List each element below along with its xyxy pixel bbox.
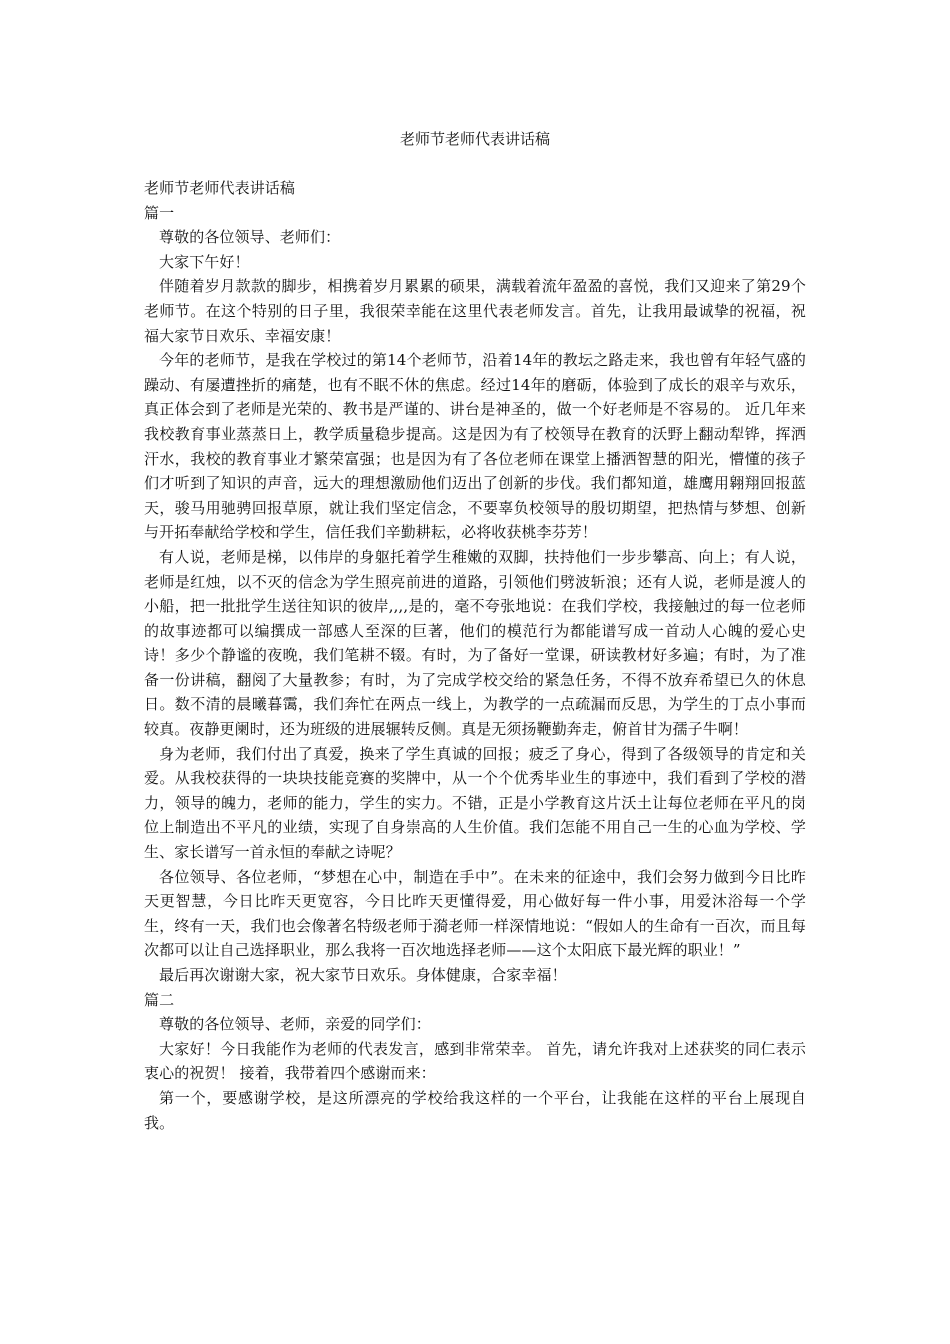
- body-paragraph: 大家下午好！: [159, 252, 250, 271]
- body-paragraph: 尊敬的各位领导、老师们：: [159, 228, 341, 247]
- document-body: [144, 176, 806, 1135]
- section-heading: 老师节老师代表讲话稿: [144, 179, 296, 197]
- body-paragraph: 各位领导、各位老师，“梦想在心中，制造在手中”。在未来的征途中，我们会努力做到今日比昨天更智慧，今日比昨天更宽容，今日比昨天更懂得爱，用心做好每一件小事，用爱沐浴每一个学生，终有一天，我们也会像著名特级老师于漪老师一样深情地说：“假如人的生命有一百次，而且每次都可以让自己选择职业，那么我将一百次地选择老师——这个太阳底下最光辉的职业！”: [144, 867, 806, 960]
- section-heading: 篇一: [144, 203, 175, 222]
- body-paragraph: 尊敬的各位领导、老师，亲爱的同学们：: [159, 1015, 431, 1034]
- section-heading: 篇二: [144, 990, 175, 1009]
- body-paragraph: 身为老师，我们付出了真爱，换来了学生真诚的回报；疲乏了身心，得到了各级领导的肯定和关爱。从我校获得的一块块技能竞赛的奖牌中，从一个个优秀毕业生的事迹中，我们看到了学校的潜力，领导的魄力，老师的能力，学生的实力。不错，正是小学教育这片沃土让每位老师在平凡的岗位上制造出不平凡的业绩，实现了自身崇高的人生价值。我们怎能不用自己一生的心血为学校、学生、家长谱写一首永恒的奉献之诗呢？: [144, 744, 806, 862]
- body-paragraph: 伴随着岁月款款的脚步，相携着岁月累累的硕果，满载着流年盈盈的喜悦，我们又迎来了第29个老师节。在这个特别的日子里，我很荣幸能在这里代表老师发言。首先，让我用最诚挚的祝福，祝福大家节日欢乐、幸福安康！: [144, 277, 806, 345]
- body-paragraph: 有人说，老师是梯，以伟岸的身躯托着学生稚嫩的双脚，扶持他们一步步攀高、向上；有人说，老师是红烛，以不灭的信念为学生照亮前进的道路，引领他们劈波斩浪；还有人说，老师是渡人的小船，把一批批学生送往知识的彼岸,,,,是的，毫不夸张地说：在我们学校，我接触过的每一位老师的故事迹都可以编撰成一部感人至深的巨著，他们的模范行为都能谱写成一首动人心魄的爱心史诗！多少个静谧的夜晚，我们笔耕不辍。有时，为了备好一堂课，研读教材好多遍；有时，为了准备一份讲稿，翻阅了大量教参；有时，为了完成学校交给的紧急任务，不得不放弃希望已久的休息日。数不清的晨曦暮霭，我们奔忙在两点一线上，为教学的一点疏漏而反思，为学生的丁点小事而较真。夜静更阑时，还为班级的进展辗转反侧。真是无须扬鞭勤奔走，俯首甘为孺子牛啊！: [144, 547, 806, 739]
- document-title: 老师节老师代表讲话稿: [399, 130, 550, 148]
- body-paragraph: 今年的老师节，是我在学校过的第14个老师节，沿着14年的教坛之路走来，我也曾有年轻气盛的躁动、有屡遭挫折的痛楚，也有不眠不休的焦虑。经过14年的磨砺，体验到了成长的艰辛与欢乐，真正体会到了老师是光荣的、教书是严谨的、讲台是神圣的，做一个好老师是不容易的。 近几年来我校教育事业蒸蒸日上，教学质量稳步提高。这是因为有了校领导在教育的沃野上翻动犁铧，挥洒汗水，我校的教育事业才繁荣富强；也是因为有了各位老师在课堂上播洒智慧的阳光，懵懂的孩子们才听到了知识的声音，远大的理想激励他们迈出了创新的步伐。我们都知道，雄鹰用翱翔回报蓝天，骏马用驰骋回报草原，就让我们坚定信念，不要辜负校领导的殷切期望，把热情与梦想、创新与开拓奉献给学校和学生，信任我们辛勤耕耘，必将收获桃李芬芳！: [144, 351, 806, 542]
- body-paragraph: 大家好！今日我能作为老师的代表发言，感到非常荣幸。 首先，请允许我对上述获奖的同仁表示衷心的祝贺！ 接着，我带着四个感谢而来：: [144, 1039, 806, 1083]
- body-paragraph: 最后再次谢谢大家，祝大家节日欢乐。身体健康，合家幸福！: [159, 966, 567, 984]
- body-paragraph: 第一个，要感谢学校，是这所漂亮的学校给我这样的一个平台，让我能在这样的平台上展现自我。: [144, 1088, 806, 1132]
